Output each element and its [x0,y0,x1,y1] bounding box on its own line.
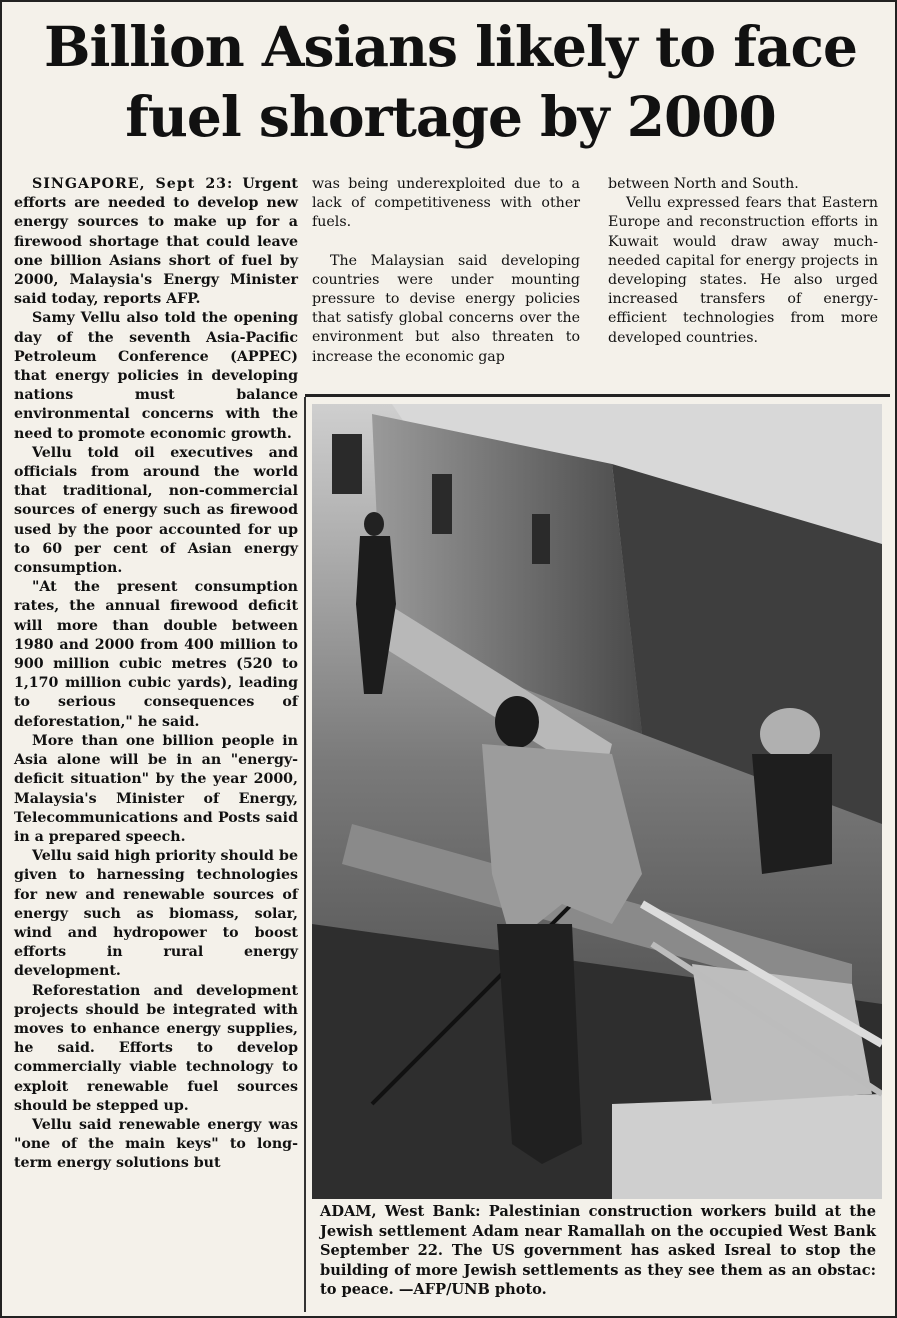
paragraph-12: Vellu expressed fears that Eastern Europe and reconstruction efforts in Kuwait would draw away much-needed capital for energy projects in developing states. He also urged increased transfers of energy-efficient technologies from more developed countries. [608,195,878,346]
headline-line-1: Billion Asians likely to face [43,14,858,79]
dateline: SINGAPORE, Sept 23: [32,176,234,192]
paragraph-5: More than one billion people in Asia alone will be in an "energy-deficit situation" by the year 2000, Malaysia's Minister of Energy, Telecommunications and Posts said in a prepared speech. [14,732,298,845]
news-photo [312,404,882,1199]
paragraph-3: Vellu told oil executives and officials from around the world that traditional, non-commercial sources of energy such as firewood used by the poor accounted for up to 60 per cent of Asian energy consumption. [14,444,298,577]
headline [2,12,897,152]
paragraph-7: Reforestation and development projects should be integrated with moves to enhance energy supplies, he said. Efforts to develop commercially viable technology to exploit renewable fuel sources should be stepped up. [14,982,298,1114]
headline-line-2: fuel shortage by 2000 [125,84,776,149]
section-rule [305,394,890,397]
article-column-2 [312,175,580,367]
paragraph-11: between North and South. [608,176,799,192]
photo-caption: ADAM, West Bank: Palestinian construction workers build at the Jewish settlement Adam near Ramallah on the occupied West Bank September 22. The US government has asked Isreal to stop the building of more Jewish settlements as they see them as an obstac: to peace. —AFP/UNB photo. [320,1203,876,1298]
column-rule [304,397,306,1312]
article-column-1 [14,175,298,1174]
construction-site-photo [312,404,882,1199]
paragraph-2: Samy Vellu also told the opening day of the seventh Asia-Pacific Petroleum Conference (APPEC) that energy policies in developing nations must balance environmental concerns with the need to promote economic growth. [14,310,298,442]
paragraph-6: Vellu said high priority should be given to harnessing technologies for new and renewable sources of energy such as biomass, solar, wind and hydropower to boost efforts in rural energy development. [14,848,298,980]
paragraph-1: Urgent efforts are needed to develop new energy sources to make up for a firewood shortage that could leave one billion Asians short of fuel by 2000, Malaysia's Energy Minister said today, reports AFP. [14,176,298,308]
paragraph-9: was being underexploited due to a lack of competitiveness with other fuels. [312,176,580,231]
paragraph-4: "At the present consumption rates, the annual firewood deficit will more than double between 1980 and 2000 from 400 million to 900 million cubic metres (520 to 1,170 million cubic yards), leading to serious consequences of deforestation," he said. [14,579,298,730]
paragraph-8: Vellu said renewable energy was "one of the main keys" to long-term energy solutions but [14,1116,298,1172]
paragraph-10: The Malaysian said developing countries were under mounting pressure to devise energy policies that satisfy global concerns over the environment but also threaten to increase the economic gap [312,252,580,365]
article-column-3 [608,175,878,348]
